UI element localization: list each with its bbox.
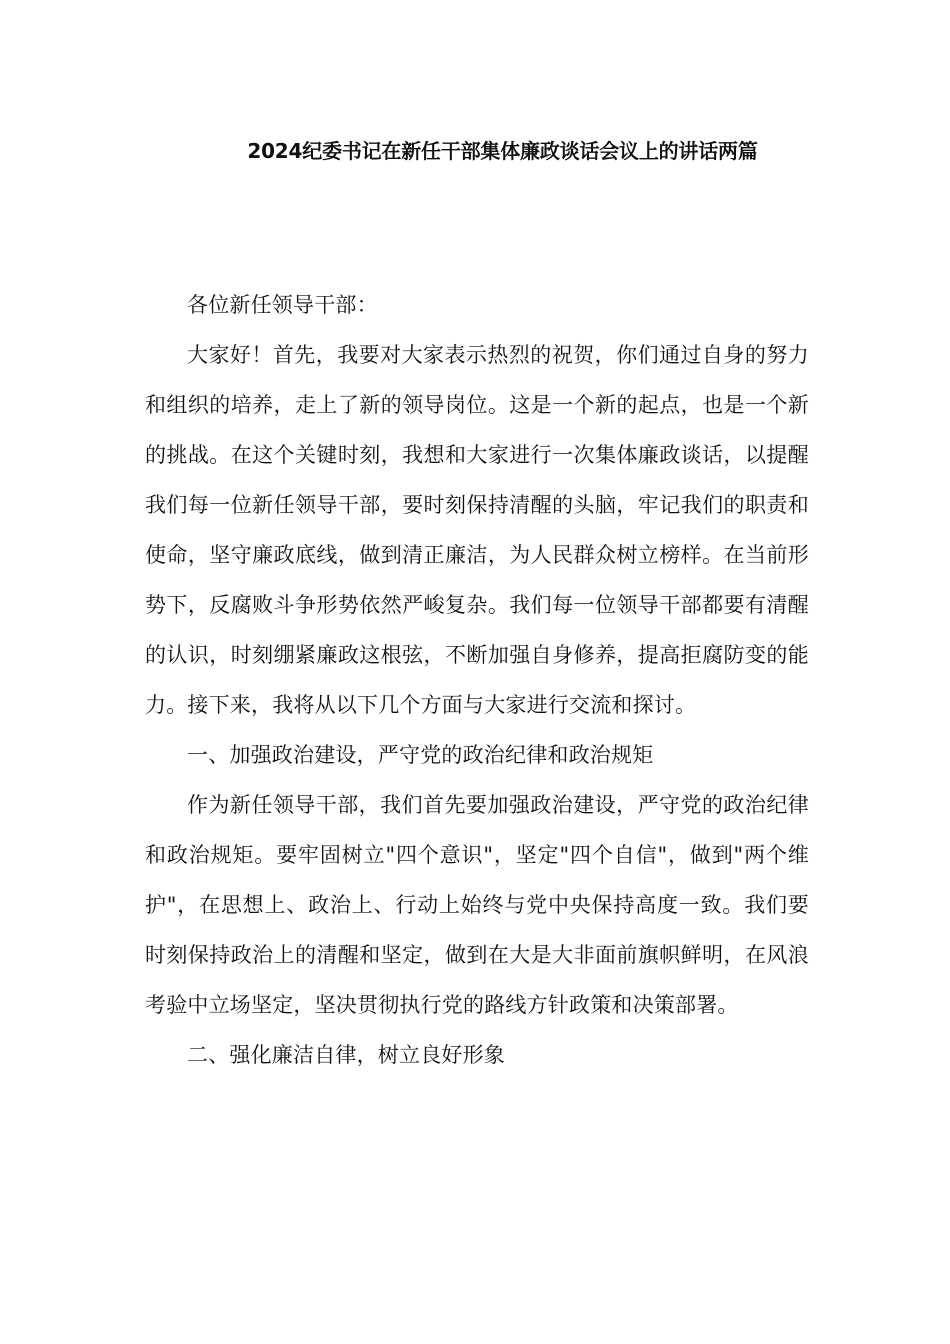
document-title: 2024纪委书记在新任干部集体廉政谈话会议上的讲话两篇 — [247, 139, 758, 163]
salutation-paragraph: 各位新任领导干部： — [187, 293, 378, 317]
section-1-paragraph: 作为新任领导干部，我们首先要加强政治建设，严守党的政治纪律和政治规矩。要牢固树立"四个意识"，坚定"四个自信"，做到"两个维护"，在思想上、政治上、行动上始终与党中央保持高度一致。我们要时刻保持政治上的清醒和坚定，做到在大是大非面前旗帜鲜明，在风浪考验中立场坚定，坚决贯彻执行党的路线方针政策和决策部署。 — [145, 793, 809, 1017]
section-heading-2: 二、强化廉洁自律，树立良好形象 — [187, 1043, 505, 1067]
opening-paragraph: 大家好！首先，我要对大家表示热烈的祝贺，你们通过自身的努力和组织的培养，走上了新的领导岗位。这是一个新的起点，也是一个新的挑战。在这个关键时刻，我想和大家进行一次集体廉政谈话，以提醒我们每一位新任领导干部，要时刻保持清醒的头脑，牢记我们的职责和使命，坚守廉政底线，做到清正廉洁，为人民群众树立榜样。在当前形势下，反腐败斗争形势依然严峻复杂。我们每一位领导干部都要有清醒的认识，时刻绷紧廉政这根弦，不断加强自身修养，提高拒腐防变的能力。接下来，我将从以下几个方面与大家进行交流和探讨。 — [145, 343, 809, 717]
document-body — [145, 280, 809, 1080]
section-heading-1: 一、加强政治建设，严守党的政治纪律和政治规矩 — [187, 743, 654, 767]
